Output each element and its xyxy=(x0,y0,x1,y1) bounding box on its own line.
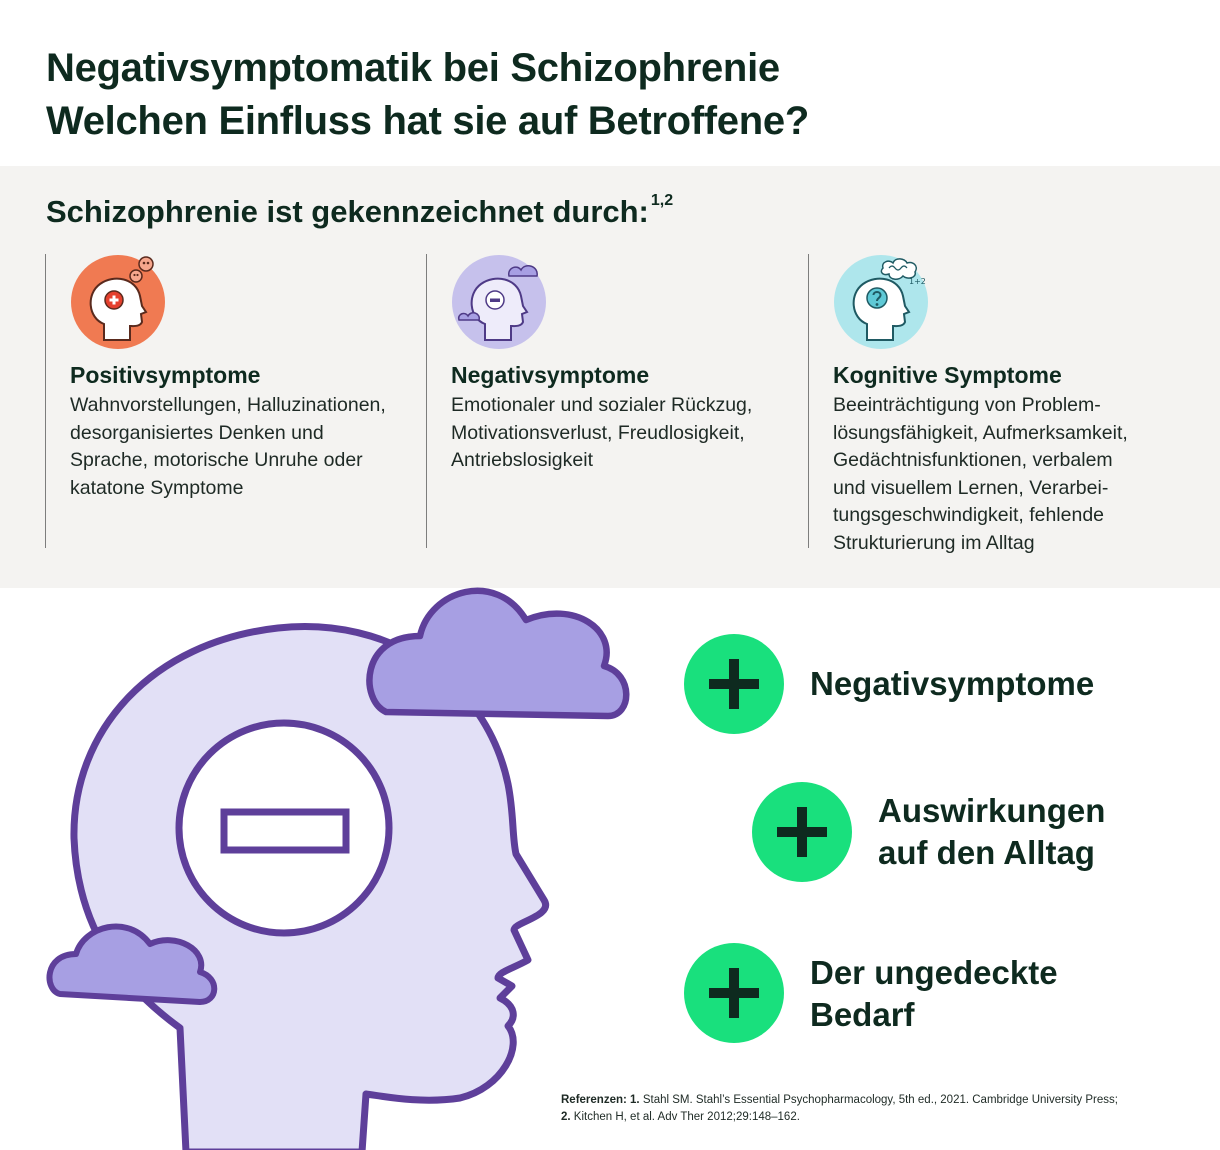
feature-line: Auswirkungen xyxy=(878,792,1106,829)
column-title: Positivsymptome xyxy=(70,362,261,388)
reference-line-2 xyxy=(561,1109,1118,1126)
reference-number: 1. xyxy=(630,1094,640,1106)
column-title: Negativsymptome xyxy=(451,362,650,388)
head-question-icon xyxy=(833,254,929,350)
description-line: Wahnvorstellungen, Halluzinationen, xyxy=(70,394,386,416)
page-title xyxy=(46,42,809,148)
plus-circle-icon xyxy=(684,943,784,1043)
cloud-icon xyxy=(369,591,626,716)
reference-superscript: 1,2 xyxy=(650,192,674,209)
feature-line: auf den Alltag xyxy=(878,834,1095,871)
description-line: desorganisiertes Denken und xyxy=(70,421,324,444)
description-line: Antriebslosigkeit xyxy=(451,449,593,471)
description-line: katatone Symptome xyxy=(70,476,244,499)
column-cognitive-symptoms xyxy=(808,254,1189,554)
feature-label xyxy=(810,663,1094,705)
section-subtitle xyxy=(46,194,673,230)
description-line: Sprache, motorische Unruhe oder xyxy=(70,449,363,471)
head-illustration xyxy=(40,570,640,1150)
column-description xyxy=(451,392,752,475)
description-line: und visuellem Lernen, Verarbei- xyxy=(833,476,1109,499)
minus-circle-icon xyxy=(179,723,389,933)
column-negative-symptoms xyxy=(426,254,787,548)
description-line: Beeinträchtigung von Problem- xyxy=(833,394,1101,416)
feature-line: Der ungedeckte xyxy=(810,954,1058,991)
description-line: Strukturierung im Alltag xyxy=(833,531,1035,554)
title-line-1: Negativsymptomatik bei Schizophrenie xyxy=(46,46,780,90)
description-line: Emotionaler und sozialer Rückzug, xyxy=(451,394,753,416)
references xyxy=(561,1092,1118,1126)
feature-line: Negativsymptome xyxy=(810,665,1095,702)
reference-text: Stahl SM. Stahl’s Essential Psychopharmacology, 5th ed., 2021. Cambridge University Press; xyxy=(642,1094,1118,1106)
description-line: lösungsfähigkeit, Aufmerksamkeit, xyxy=(833,421,1128,444)
column-description xyxy=(833,392,1128,557)
plus-circle-icon xyxy=(752,782,852,882)
description-line: Motivationsverlust, Freudlosigkeit, xyxy=(451,421,745,444)
feature-line: Bedarf xyxy=(810,996,915,1033)
head-plus-icon xyxy=(70,254,166,350)
reference-text: Kitchen H, et al. Adv Ther 2012;29:148–162. xyxy=(573,1111,800,1123)
title-line-2: Welchen Einfluss hat sie auf Betroffene? xyxy=(46,99,809,143)
svg-text:1+2: 1+2 xyxy=(909,277,926,286)
reference-line-1 xyxy=(561,1092,1118,1109)
subtitle-text: Schizophrenie ist gekennzeichnet durch: xyxy=(46,194,649,229)
column-description xyxy=(70,392,386,502)
feature-label xyxy=(878,790,1105,874)
description-line: Gedächtnisfunktionen, verbalem xyxy=(833,449,1113,471)
description-line: tungsgeschwindigkeit, fehlende xyxy=(833,504,1105,526)
feature-label xyxy=(810,952,1058,1036)
plus-circle-icon xyxy=(684,634,784,734)
head-minus-cloud-icon xyxy=(451,254,547,350)
references-label: Referenzen: xyxy=(561,1094,627,1106)
column-title: Kognitive Symptome xyxy=(833,362,1062,388)
reference-number: 2. xyxy=(561,1111,571,1123)
column-positive-symptoms xyxy=(45,254,406,548)
